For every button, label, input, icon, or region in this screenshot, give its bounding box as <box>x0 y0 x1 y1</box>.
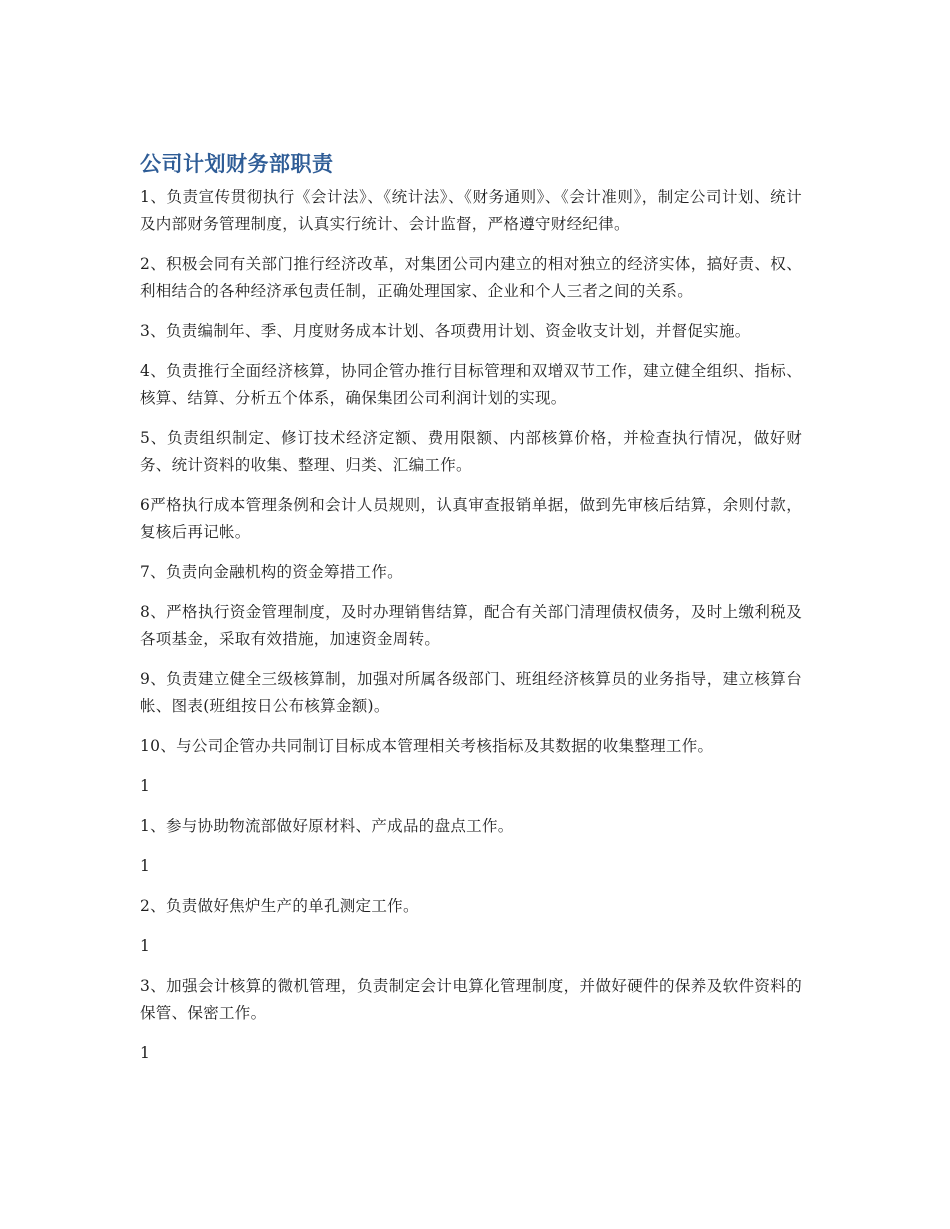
section-number: 1 <box>140 1044 151 1062</box>
paragraph-9: 9、负责建立健全三级核算制，加强对所属各级部门、班组经济核算员的业务指导，建立核算台帐、图表(班组按日公布核算金额)。 <box>140 670 802 715</box>
section-number: 1 <box>140 937 151 955</box>
paragraph-sub-2: 2、负责做好焦炉生产的单孔测定工作。 <box>140 897 419 915</box>
paragraph-sub-1: 1、参与协助物流部做好原材料、产成品的盘点工作。 <box>140 817 514 835</box>
paragraph-8: 8、严格执行资金管理制度，及时办理销售结算，配合有关部门清理债权债务，及时上缴利税及各项基金，采取有效措施，加速资金周转。 <box>140 603 802 648</box>
section-number: 1 <box>140 777 151 795</box>
section-number: 1 <box>140 857 151 875</box>
paragraph-10: 10、与公司企管办共同制订目标成本管理相关考核指标及其数据的收集整理工作。 <box>140 737 714 755</box>
paragraph-7: 7、负责向金融机构的资金筹措工作。 <box>140 563 403 581</box>
paragraph-4: 4、负责推行全面经济核算，协同企管办推行目标管理和双增双节工作，建立健全组织、指标、核算、结算、分析五个体系，确保集团公司利润计划的实现。 <box>140 362 802 407</box>
document-body <box>140 148 802 1080</box>
paragraph-5: 5、负责组织制定、修订技术经济定额、费用限额、内部核算价格，并检查执行情况，做好财务、统计资料的收集、整理、归类、汇编工作。 <box>140 429 802 474</box>
paragraph-6: 6严格执行成本管理条例和会计人员规则，认真审查报销单据，做到先审核后结算，余则付款，复核后再记帐。 <box>140 496 802 541</box>
paragraph-sub-3: 3、加强会计核算的微机管理，负责制定会计电算化管理制度，并做好硬件的保养及软件资料的保管、保密工作。 <box>140 977 802 1022</box>
paragraph-3: 3、负责编制年、季、月度财务成本计划、各项费用计划、资金收支计划，并督促实施。 <box>140 322 751 340</box>
paragraph-1: 1、负责宣传贯彻执行《会计法》、《统计法》、《财务通则》、《会计准则》，制定公司计划、统计及内部财务管理制度，认真实行统计、会计监督，严格遵守财经纪律。 <box>140 188 802 233</box>
paragraph-2: 2、积极会同有关部门推行经济改革，对集团公司内建立的相对独立的经济实体，搞好责、权、利相结合的各种经济承包责任制，正确处理国家、企业和个人三者之间的关系。 <box>140 255 802 300</box>
document-title: 公司计划财务部职责 <box>140 152 334 176</box>
